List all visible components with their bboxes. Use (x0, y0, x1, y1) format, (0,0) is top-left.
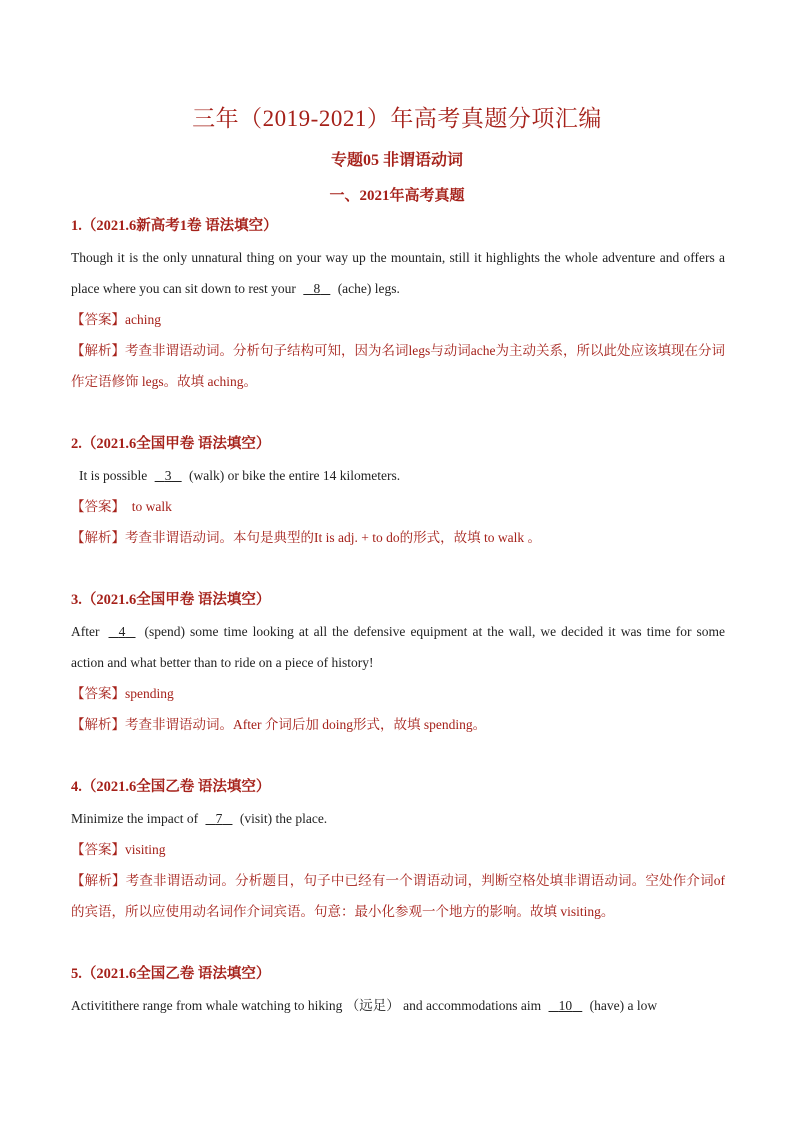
section-heading: 一、2021年高考真题 (329, 188, 465, 204)
explanation-text: 考查非谓语动词。分析题目，句子中已经有一个谓语动词，判断空格处填非谓语动词。空处作介词of的宾语，所以应使用动名词作介词宾语。句意：最小化参观一个地方的影响。故填 visiting。 (71, 873, 725, 919)
question-text-before: Activitithere range from whale watching to hiking （远足） and accommodations aim (71, 998, 545, 1013)
explanation (71, 522, 725, 553)
blank-number: 4 (118, 624, 126, 639)
answer-blank (299, 273, 334, 304)
question-3 (71, 590, 725, 740)
answer-value: to walk (131, 499, 172, 514)
explanation-tag: 【解析】 (71, 717, 125, 732)
question-header: 2.（2021.6全国甲卷 语法填空） (71, 436, 271, 452)
question-text-after: (have) a low (586, 998, 658, 1013)
question-text (71, 803, 725, 834)
explanation (71, 865, 725, 927)
document-title: 三年（2019-2021）年高考真题分项汇编 (192, 106, 602, 131)
answer-line (71, 491, 725, 522)
question-text (71, 990, 725, 1021)
answer-blank (151, 460, 186, 491)
explanation-text: 考查非谓语动词。分析句子结构可知，因为名词legs与动词ache为主动关系，所以此处应该填现在分词作定语修饰 legs。故填 aching。 (71, 343, 726, 389)
explanation (71, 709, 725, 740)
question-header: 4.（2021.6全国乙卷 语法填空） (71, 779, 271, 795)
question-4 (71, 777, 725, 927)
blank-number: 3 (164, 468, 172, 483)
topic-subtitle: 专题05 非谓语动词 (330, 152, 463, 169)
question-header: 1.（2021.6新高考1卷 语法填空） (71, 218, 278, 234)
answer-blank (105, 616, 140, 647)
question-text (71, 460, 725, 491)
blank-number: 7 (215, 811, 223, 826)
question-text-after: (walk) or bike the entire 14 kilometers. (185, 468, 401, 483)
explanation-text: 考查非谓语动词。本句是典型的It is adj. + to do的形式，故填 to walk 。 (125, 530, 541, 545)
answer-blank (201, 803, 236, 834)
question-text (71, 616, 725, 678)
explanation-text: 考查非谓语动词。After 介词后加 doing形式，故填 spending。 (125, 717, 487, 732)
answer-line (71, 304, 725, 335)
question-text-before: It is possible (79, 468, 151, 483)
explanation-tag: 【解析】 (71, 530, 125, 545)
answer-tag: 【答案】 (71, 499, 125, 514)
answer-line (71, 834, 725, 865)
question-text-after: (visit) the place. (236, 811, 328, 826)
explanation-tag: 【解析】 (71, 343, 126, 358)
question-text (71, 242, 725, 304)
answer-tag: 【答案】 (71, 312, 125, 327)
explanation-tag: 【解析】 (71, 873, 126, 888)
answer-line (71, 678, 725, 709)
question-header: 5.（2021.6全国乙卷 语法填空） (71, 966, 271, 982)
answer-blank (545, 990, 587, 1021)
question-text-after: (ache) legs. (334, 281, 400, 296)
blank-number: 8 (313, 281, 321, 296)
answer-tag: 【答案】 (71, 842, 125, 857)
question-2 (71, 434, 725, 553)
explanation (71, 335, 725, 397)
answer-value: visiting (125, 842, 166, 857)
question-text-before: Minimize the impact of (71, 811, 202, 826)
question-text-after: (spend) some time looking at all the defensive equipment at the wall, we decided it was time for some action and what better than to ride on a piece of history! (71, 624, 726, 670)
answer-tag: 【答案】 (71, 686, 125, 701)
blank-number: 10 (558, 998, 573, 1013)
question-text-before: Though it is the only unnatural thing on your way up the mountain, still it highlights the whole adventure and offers a place where you can sit down to rest your (71, 250, 725, 296)
question-5 (71, 964, 725, 1021)
answer-value: aching (125, 312, 161, 327)
answer-value: spending (125, 686, 174, 701)
question-text-before: After (71, 624, 105, 639)
question-1 (71, 216, 725, 397)
question-header: 3.（2021.6全国甲卷 语法填空） (71, 592, 271, 608)
